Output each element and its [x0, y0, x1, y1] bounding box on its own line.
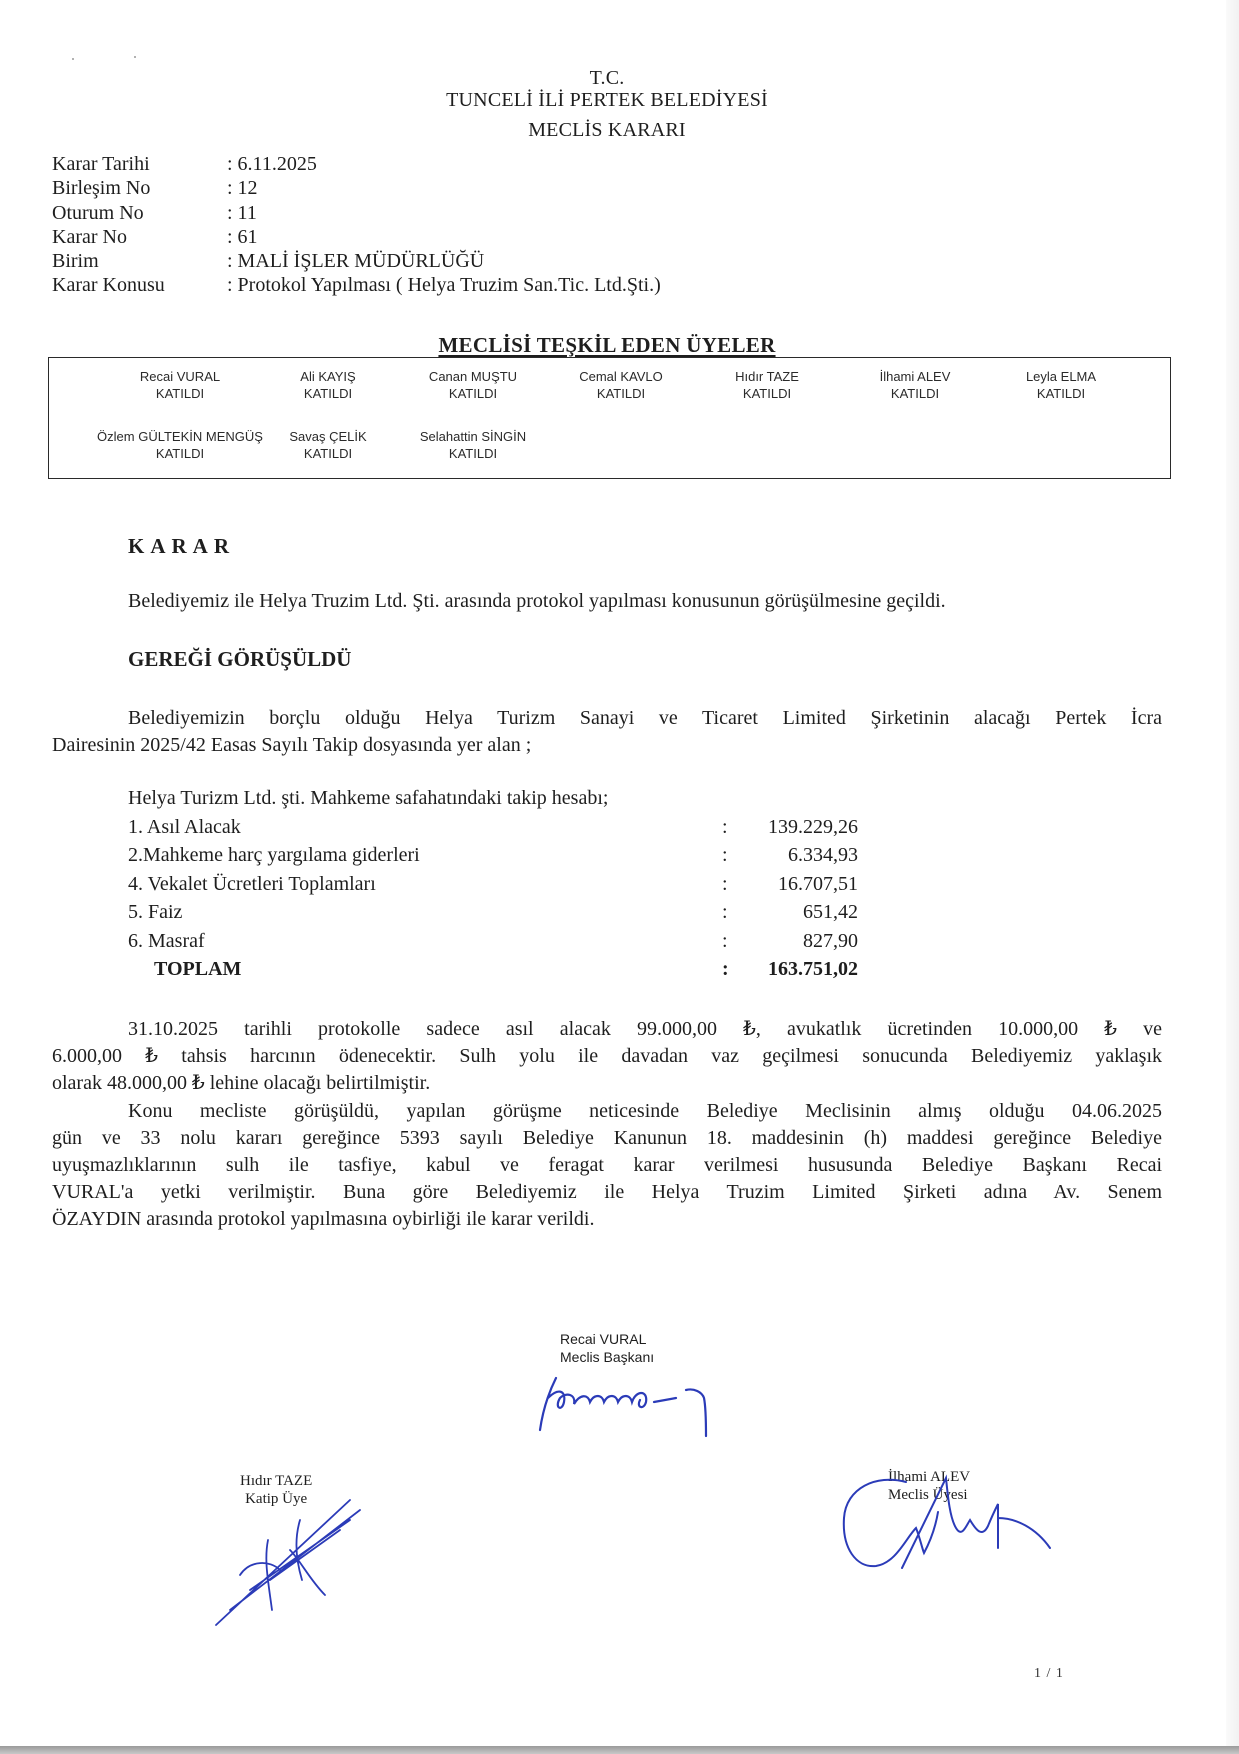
- meta-label: Oturum No: [52, 201, 144, 224]
- member-status: KATILDI: [448, 386, 498, 401]
- scan-edge-right: [1226, 0, 1239, 1754]
- account-item: 5. Faiz : 651,42: [128, 898, 858, 927]
- member-signer-title: Meclis Üyesi: [888, 1487, 968, 1503]
- account-item-label: 2.Mahkeme harç yargılama giderleri: [128, 844, 420, 866]
- member-cell: [1026, 368, 1096, 402]
- paragraph-line: [52, 705, 1162, 732]
- scan-edge-bottom: [0, 1746, 1239, 1754]
- decision-intro: Belediyemiz ile Helya Truzim Ltd. Şti. arasında protokol yapılması konusunun görüşülmesine geçildi.: [128, 590, 946, 612]
- member-cell: [735, 368, 799, 402]
- member-status: KATILDI: [742, 386, 792, 401]
- paragraph-line: Dairesinin 2025/42 Easas Sayılı Takip dosyasında yer alan ;: [52, 734, 532, 756]
- member-cell: [289, 428, 366, 462]
- member-name: Özlem GÜLTEKİN MENGÜŞ: [97, 429, 263, 444]
- member-cell: [300, 368, 355, 402]
- meta-row-sitting: [52, 201, 661, 225]
- account-item: 1. Asıl Alacak : 139.229,26: [128, 813, 858, 842]
- account-summary: [128, 784, 858, 984]
- meta-row-session: [52, 176, 661, 200]
- member-name: Recai VURAL: [139, 369, 221, 384]
- member-cell: [97, 428, 263, 462]
- paragraph-resolution: [52, 1098, 1162, 1233]
- meta-value: : Protokol Yapılması ( Helya Truzim San.Tic. Ltd.Şti.): [227, 274, 661, 297]
- meta-value: : 11: [227, 201, 257, 224]
- scan-dust: [72, 58, 74, 60]
- account-item-value: 16.707,51: [778, 872, 858, 895]
- account-total: TOPLAM : 163.751,02: [128, 955, 858, 984]
- account-item-label: 6. Masraf: [128, 929, 205, 952]
- meta-value: : 61: [227, 225, 258, 248]
- paragraph-debt: [52, 705, 1162, 759]
- paragraph-line: olarak 48.000,00 ₺ lehine olacağı belirtilmiştir.: [52, 1072, 431, 1094]
- discussion-heading: GEREĞİ GÖRÜŞÜLDÜ: [128, 647, 352, 671]
- paragraph-line: 6.000,00 ₺ tahsis harcının ödenecektir. Sulh yolu ile davadan vaz geçilmesi sonucunda Belediyemiz yaklaşık: [52, 1045, 1162, 1067]
- meta-value: : 12: [227, 177, 258, 200]
- paragraph-text: Konu mecliste görüşüldü, yapılan görüşme neticesinde Belediye Meclisinin almış olduğu 04.06.2025: [128, 1100, 1162, 1122]
- member-status: KATILDI: [448, 446, 498, 461]
- clerk-name: Hıdır TAZE: [240, 1473, 313, 1489]
- member-name: Leyla ELMA: [1025, 369, 1097, 384]
- paragraph-text: Belediyemizin borçlu olduğu Helya Turizm Sanayi ve Ticaret Limited Şirketinin alacağı Pertek İcra: [128, 707, 1162, 729]
- meta-row-subject: [52, 273, 661, 297]
- member-name: Savaş ÇELİK: [289, 429, 367, 444]
- member-name: Hıdır TAZE: [735, 369, 799, 384]
- meta-label: Birim: [52, 250, 99, 273]
- president-name: Recai VURAL: [560, 1331, 647, 1347]
- paragraph-protocol: [52, 1016, 1162, 1097]
- meta-value: : MALİ İŞLER MÜDÜRLÜĞÜ: [227, 250, 485, 273]
- decision-meta: [52, 152, 661, 298]
- member-name: Canan MUŞTU: [428, 369, 518, 384]
- account-item: 6. Masraf : 827,90: [128, 927, 858, 956]
- member-name: Ali KAYIŞ: [300, 369, 356, 384]
- paragraph-text: 31.10.2025 tarihli protokolle sadece asıl alacak 99.000,00 ₺, avukatlık ücretinden 10.000,00 ₺ ve: [128, 1018, 1162, 1040]
- account-item-label: 1. Asıl Alacak: [128, 815, 241, 838]
- meta-row-number: [52, 225, 661, 249]
- paragraph-line: [52, 1098, 1162, 1125]
- account-item-label: 4. Vekalet Ücretleri Toplamları: [128, 872, 376, 895]
- header-municipality: TUNCELİ İLİ PERTEK BELEDİYESİ: [446, 89, 768, 111]
- member-cell: [420, 428, 526, 462]
- header-doc-type: MECLİS KARARI: [528, 119, 686, 141]
- account-total-value: 163.751,02: [768, 958, 858, 980]
- meta-row-unit: [52, 249, 661, 273]
- paragraph-line: [52, 1016, 1162, 1043]
- member-status: KATILDI: [303, 446, 353, 461]
- member-status: KATILDI: [155, 386, 205, 401]
- member-signer-name: İlhami ALEV: [888, 1469, 971, 1485]
- member-cell: [429, 368, 517, 402]
- account-item-value: 651,42: [803, 901, 858, 923]
- paragraph-line: VURAL'a yetki verilmiştir. Buna göre Belediyemiz ile Helya Truzim Limited Şirketi adına Av. Senem: [52, 1181, 1162, 1203]
- account-item-value: 139.229,26: [768, 815, 858, 838]
- header-country: T.C.: [589, 67, 625, 89]
- member-status: KATILDI: [303, 386, 353, 401]
- member-status: KATILDI: [890, 386, 940, 401]
- meta-value: : 6.11.2025: [227, 153, 317, 175]
- account-total-label: TOPLAM: [154, 958, 242, 980]
- decision-heading: KARAR: [128, 534, 235, 558]
- member-name: Selahattin SİNGİN: [419, 429, 527, 444]
- paragraph-line: ÖZAYDIN arasında protokol yapılmasına oybirliği ile karar verildi.: [52, 1208, 595, 1230]
- page-number: 1 / 1: [1034, 1666, 1064, 1681]
- account-title-row: [128, 784, 858, 813]
- member-status: KATILDI: [155, 446, 205, 461]
- meta-label: Karar No: [52, 225, 127, 248]
- member-name: İlhami ALEV: [879, 369, 951, 384]
- clerk-title: Katip Üye: [245, 1491, 308, 1507]
- meta-label: Karar Konusu: [52, 274, 165, 297]
- member-signature-icon: [836, 1468, 1066, 1578]
- paragraph-line: gün ve 33 nolu kararı gereğince 5393 sayılı Belediye Kanunun 18. maddesinin (h) maddesi gereğince Belediye: [52, 1127, 1162, 1149]
- account-item: 2.Mahkeme harç yargılama giderleri : 6.334,93: [128, 841, 858, 870]
- scan-dust: [134, 56, 136, 58]
- members-title: [0, 333, 1214, 358]
- member-status: KATILDI: [1036, 386, 1086, 401]
- president-signature-block: [560, 1330, 654, 1366]
- member-cell: [880, 368, 951, 402]
- members-title-text: MECLİSİ TEŞKİL EDEN ÜYELER: [438, 333, 776, 357]
- meta-label: Birleşim No: [52, 177, 151, 200]
- account-title: Helya Turizm Ltd. şti. Mahkeme safahatındaki takip hesabı;: [128, 787, 609, 809]
- paragraph-line: uyuşmazlıklarının sulh ile tasfiye, kabul ve feragat karar verilmesi hususunda Belediye Başkanı Recai: [52, 1154, 1162, 1176]
- account-item: 4. Vekalet Ücretleri Toplamları : 16.707,51: [128, 870, 858, 899]
- account-item-value: 827,90: [803, 929, 858, 952]
- clerk-signature-icon: [210, 1480, 370, 1630]
- account-item-value: 6.334,93: [788, 844, 858, 866]
- account-item-label: 5. Faiz: [128, 901, 183, 923]
- member-cell: [140, 368, 220, 402]
- member-status: KATILDI: [596, 386, 646, 401]
- member-name: Cemal KAVLO: [579, 369, 663, 384]
- member-cell: [579, 368, 663, 402]
- meta-row-date: [52, 152, 661, 176]
- meta-label: Karar Tarihi: [52, 153, 150, 175]
- president-signature-icon: [536, 1368, 746, 1438]
- members-table: [48, 357, 1171, 479]
- president-title: Meclis Başkanı: [560, 1349, 655, 1365]
